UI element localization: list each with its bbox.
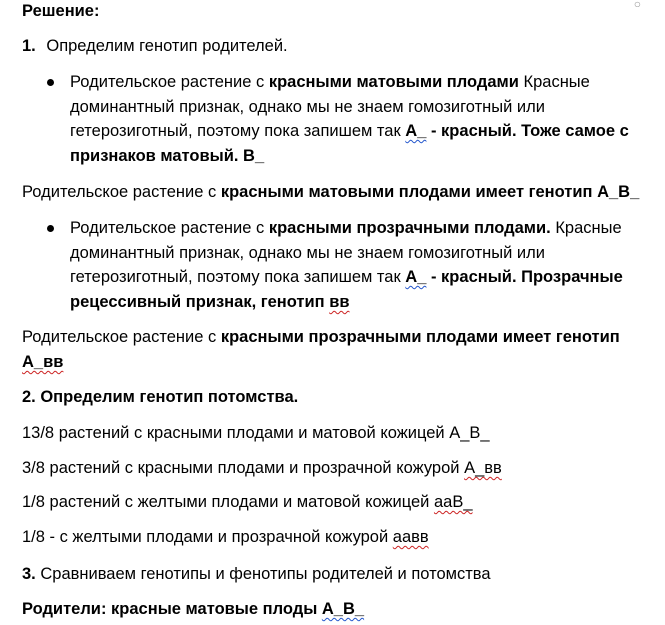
- genotype: ааВ_: [433, 493, 473, 511]
- text-bold: красными матовыми плодами: [268, 73, 519, 91]
- genotype-Avv: А_вв: [22, 353, 64, 371]
- text: Родительское растение с: [22, 183, 221, 201]
- bullet-1-line-1: [70, 71, 590, 93]
- text-bold: - красный. Прозрачные: [426, 268, 623, 286]
- parents-line: [22, 598, 364, 620]
- text-bold: рецессивный признак, генотип: [70, 293, 330, 311]
- step2-heading: 2. Определим генотип потомства.: [22, 388, 299, 406]
- offspring-row-4: [22, 526, 429, 548]
- genotype: А_вв: [464, 459, 502, 477]
- text-bold: - красный. Тоже самое с: [426, 122, 629, 140]
- genotype: аавв: [392, 528, 429, 546]
- offspring-row-2: [22, 457, 502, 479]
- step1-heading: [22, 35, 288, 57]
- bullet-2-line-2: доминантный признак, однако мы не знаем гомозиготный или: [70, 244, 545, 262]
- text: гетерозиготный, поэтому пока запишем так: [70, 268, 406, 286]
- bullet-1-line-2: доминантный признак, однако мы не знаем гомозиготный или: [70, 98, 545, 116]
- summary-2-genotype: [22, 351, 63, 373]
- offspring-row-1: [22, 422, 490, 444]
- step3-heading: [22, 563, 491, 585]
- text: Родительское растение с: [70, 73, 269, 91]
- bullet-2-line-1: [70, 217, 622, 239]
- text: Родительское растение с: [22, 328, 221, 346]
- bullet-2-line-4: [70, 291, 350, 313]
- text: Красные: [550, 219, 622, 237]
- step3-number: 3.: [22, 565, 36, 583]
- summary-1: [22, 181, 639, 203]
- bullet-2-dot: [47, 225, 54, 232]
- text-bold: красными прозрачными плодами.: [268, 219, 551, 237]
- text-bold: красными прозрачными плодами имеет генотип: [220, 328, 620, 346]
- text: Родительское растение с: [70, 219, 269, 237]
- text: 1/8 - с желтыми плодами и прозрачной кожурой: [22, 528, 393, 546]
- step1-heading-text: Определим генотип родителей.: [46, 37, 288, 55]
- genotype: А_В_: [449, 424, 490, 442]
- text: Красные: [518, 73, 590, 91]
- bullet-1-line-3: [70, 120, 629, 142]
- bullet-1-dot: [47, 79, 54, 86]
- mark-glyph: ○: [633, 0, 641, 11]
- step3-heading-text: Сравниваем генотипы и фенотипы родителей и потомства: [35, 565, 491, 583]
- text: гетерозиготный, поэтому пока запишем так: [70, 122, 406, 140]
- text: 3/8 растений с красными плодами и прозрачной кожурой: [22, 459, 465, 477]
- text: 1/8 растений с желтыми плодами и матовой кожицей: [22, 493, 434, 511]
- genotype-A: А_: [405, 268, 427, 286]
- genotype-vv: вв: [329, 293, 350, 311]
- text-bold: Родители: красные матовые плоды: [22, 600, 322, 618]
- text-bold: красными матовыми плодами имеет генотип А_В_: [220, 183, 640, 201]
- solution-title: Решение:: [22, 2, 100, 20]
- genotype: А_В_: [321, 600, 365, 618]
- offspring-row-3: [22, 491, 473, 513]
- text: 13/8 растений с красными плодами и матовой кожицей: [22, 424, 450, 442]
- bullet-1-line-4: признаков матовый. В_: [70, 147, 265, 165]
- summary-2: [22, 326, 620, 348]
- step1-number: 1.: [22, 37, 36, 55]
- genotype-A: А_: [405, 122, 427, 140]
- bullet-2-line-3: [70, 266, 623, 288]
